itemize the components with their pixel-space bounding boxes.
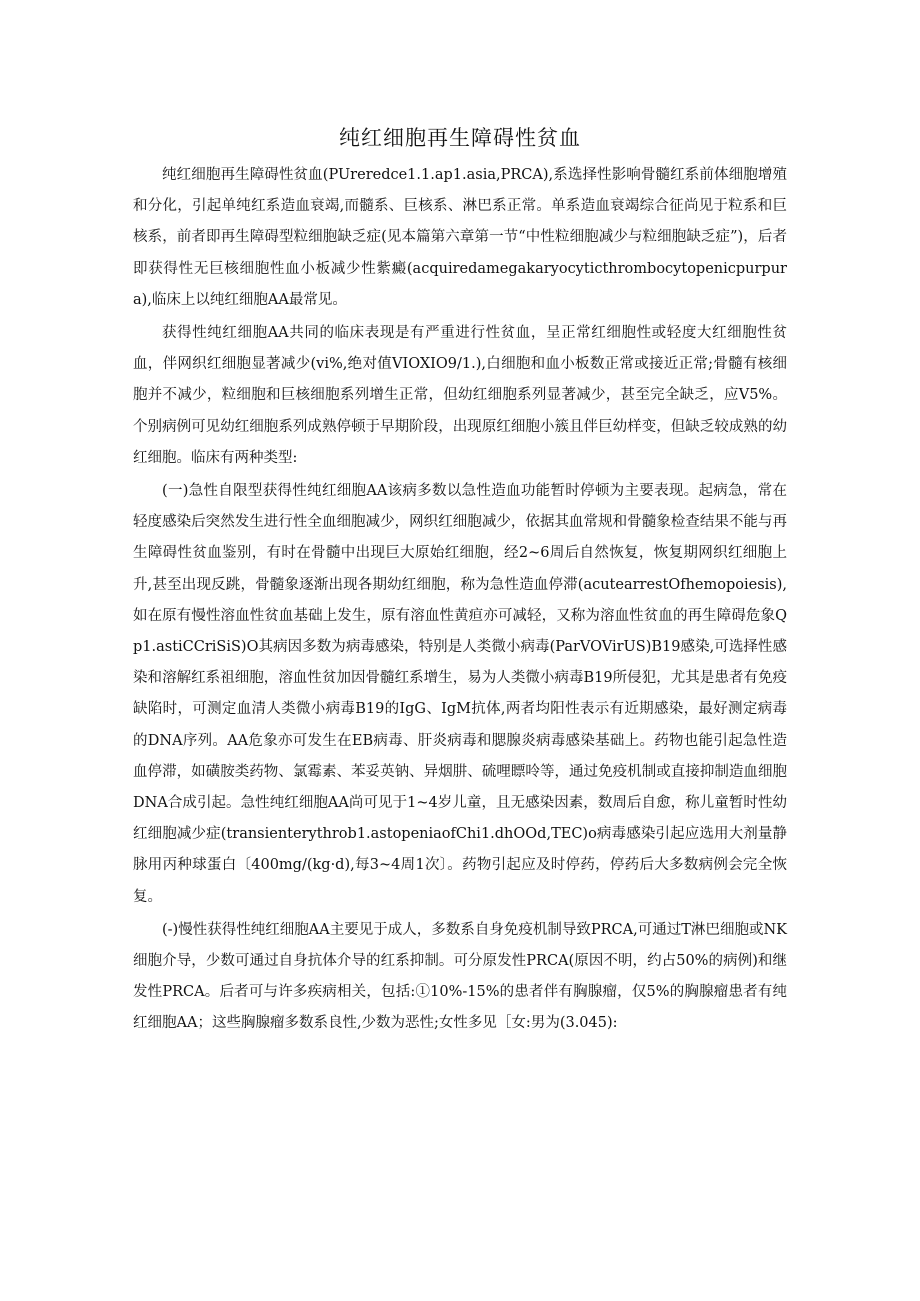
paragraph-clinical-features: 获得性纯红细胞AA共同的临床表现是有严重进行性贫血，呈正常红细胞性或轻度大红细胞性贫血，伴网织红细胞显著减少(vi%,绝对值VIOXIO9/1.),白细胞和血小板数正常或接近正常;骨髓有核细胞并不减少，粒细胞和巨核细胞系列增生正常，但幼红细胞系列显著减少，甚至完全缺乏，应V5%。个别病例可见幼红细胞系列成熟停顿于早期阶段，出现原红细胞小簇且伴巨幼样变，但缺乏较成熟的幼红细胞。临床有两种类型: — [133, 325, 787, 466]
paragraph-intro: 纯红细胞再生障碍性贫血(PUreredce1.1.ap1.asia,PRCA),系选择性影响骨髓红系前体细胞增殖和分化，引起单纯红系造血衰竭,而髓系、巨核系、淋巴系正常。单系造血衰竭综合征尚见于粒系和巨核系，前者即再生障碍型粒细胞缺乏症(见本篇第六章第一节“中性粒细胞减少与粒细胞缺乏症”)，后者即获得性无巨核细胞性血小板减少性紫癜(acquiredamegakaryocyticthrombocytopenicpurpura),临床上以纯红细胞AA最常见。 — [133, 167, 787, 308]
paragraph-chronic-type: (-)慢性获得性纯红细胞AA主要见于成人，多数系自身免疫机制导致PRCA,可通过T淋巴细胞或NK细胞介导，少数可通过自身抗体介导的红系抑制。可分原发性PRCA(原因不明，约占50%的病例)和继发性PRCA。后者可与许多疾病相关，包括:①10%-15%的患者伴有胸腺瘤，仅5%的胸腺瘤患者有纯红细胞AA；这些胸腺瘤多数系良性,少数为恶性;女性多见［女:男为(3.045): — [133, 921, 787, 1032]
document-title: 纯红细胞再生障碍性贫血 — [339, 126, 581, 150]
document-body — [133, 160, 787, 1040]
paragraph-acute-type: (一)急性自限型获得性纯红细胞AA该病多数以急性造血功能暂时停顿为主要表现。起病急，常在轻度感染后突然发生进行性全血细胞减少，网织红细胞减少，依据其血常规和骨髓象检查结果不能与再生障碍性贫血鉴别，有时在骨髓中出现巨大原始红细胞，经2~6周后自然恢复，恢复期网织红细胞上升,甚至出现反跳，骨髓象逐渐出现各期幼红细胞，称为急性造血停滞(acutearrestOfhemopoiesis),如在原有慢性溶血性贫血基础上发生，原有溶血性黄疸亦可减轻，又称为溶血性贫血的再生障碍危象Qp1.astiCCriSiS)O其病因多数为病毒感染，特别是人类微小病毒(ParVOVirUS)B19感染,可选择性感染和溶解红系祖细胞，溶血性贫加因骨髓红系增生，易为人类微小病毒B19所侵犯，尤其是患者有免疫缺陷时，可测定血清人类微小病毒B19的IgG、IgM抗体,两者均阳性表示有近期感染，最好测定病毒的DNA序列。AA危象亦可发生在EB病毒、肝炎病毒和腮腺炎病毒感染基础上。药物也能引起急性造血停滞，如磺胺类药物、氯霉素、苯妥英钠、异烟肼、硫哩瞟呤等，通过免疫机制或直接抑制造血细胞DNA合成引起。急性纯红细胞AA尚可见于1~4岁儿童，且无感染因素，数周后自愈，称儿童暂时性幼红细胞减少症(transienterythrob1.astopeniaofChi1.dhOOd,TEC)o病毒感染引起应选用大剂量静脉用丙种球蛋白〔400mg/(kg·d),每3~4周1次〕。药物引起应及时停药，停药后大多数病例会完全恢复。 — [133, 483, 787, 905]
